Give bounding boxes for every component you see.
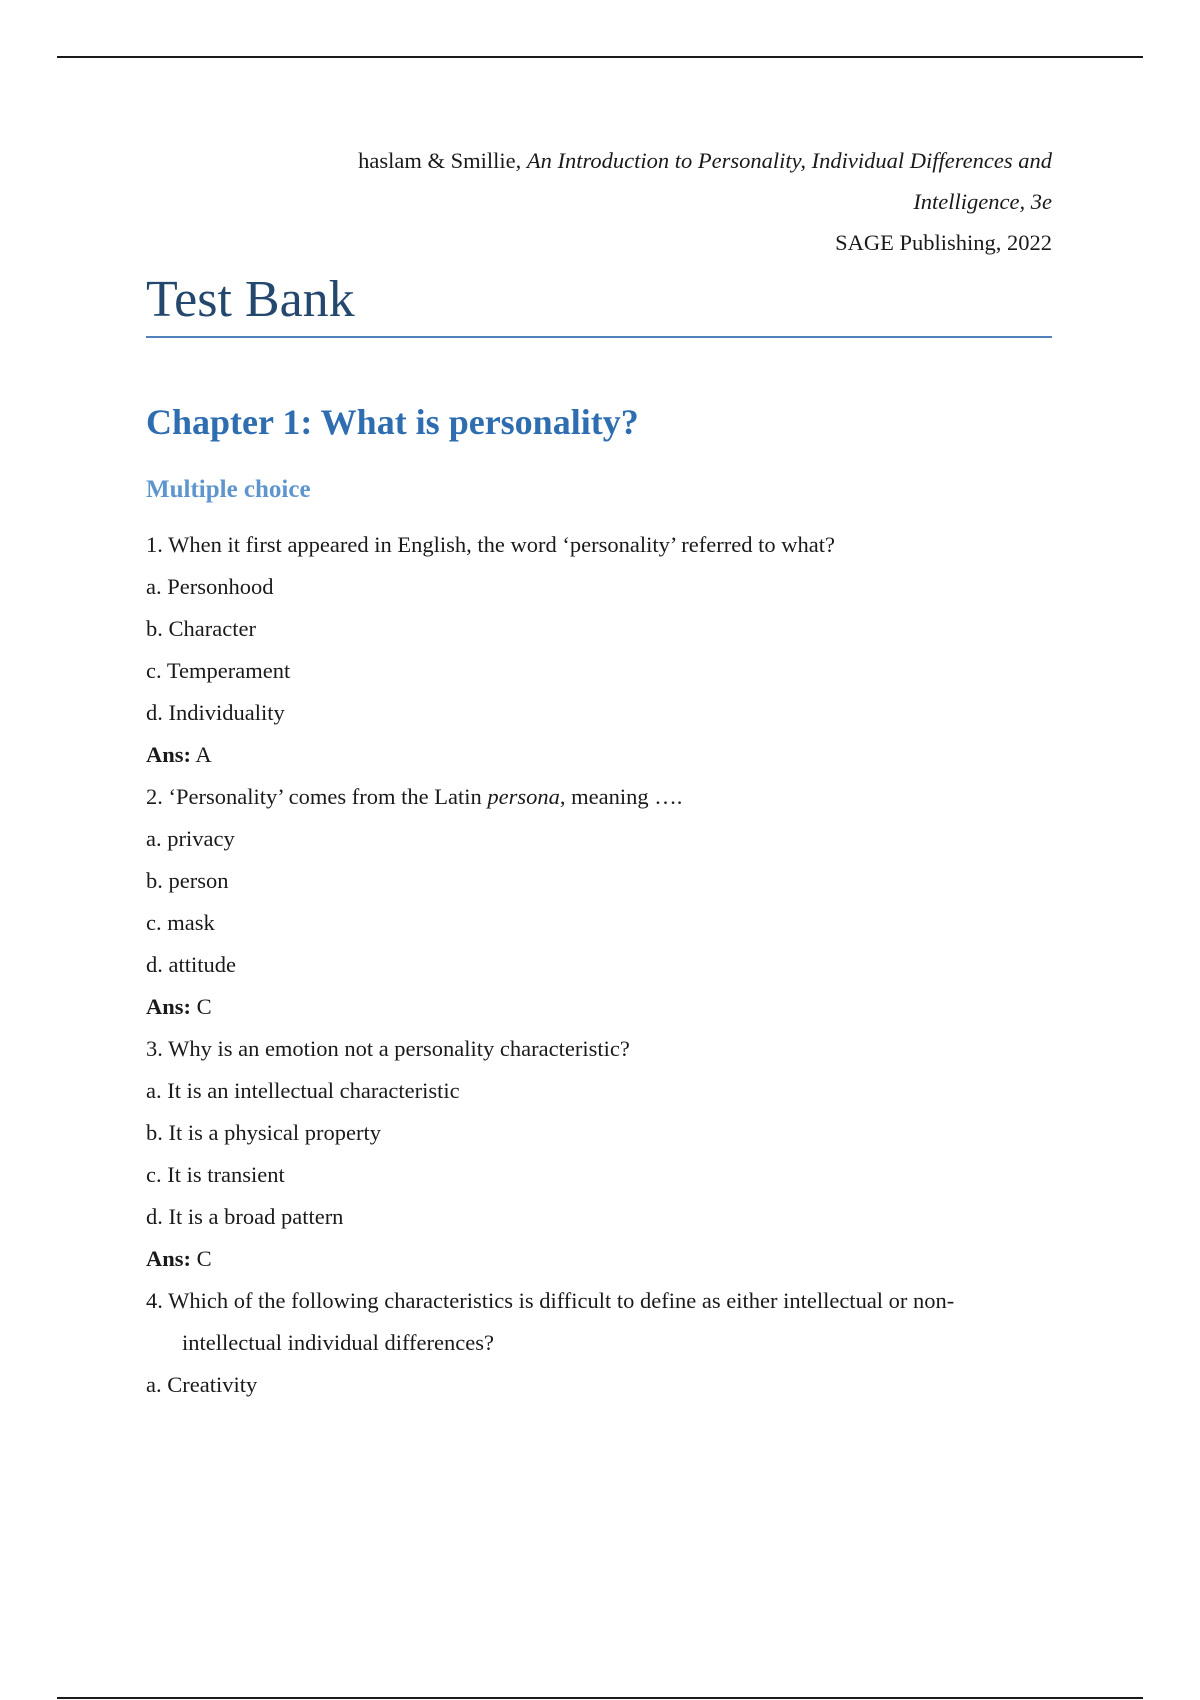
answer-option: b. person xyxy=(146,868,229,893)
question-list xyxy=(146,524,1026,1406)
question-stem: 1. When it first appeared in English, the word ‘personality’ referred to what? xyxy=(146,532,835,557)
answer-value: C xyxy=(191,1246,212,1271)
answer-option: a. It is an intellectual characteristic xyxy=(146,1078,460,1103)
answer-option: b. It is a physical property xyxy=(146,1120,381,1145)
answer-option: c. It is transient xyxy=(146,1162,285,1187)
header-book-title-line1: An Introduction to Personality, Individual Differences and xyxy=(526,148,1052,173)
question-stem: 4. Which of the following characteristics is difficult to define as either intellectual or non-intellectual individual differences? xyxy=(146,1288,955,1355)
section-heading: Multiple choice xyxy=(146,476,311,503)
answer-option: a. Personhood xyxy=(146,574,274,599)
question-stem: 2. ‘Personality’ comes from the Latin persona, meaning …. xyxy=(146,784,683,809)
running-header xyxy=(146,140,1052,263)
answer-key xyxy=(146,986,1026,1028)
answer-option: c. Temperament xyxy=(146,658,291,683)
top-rule xyxy=(57,56,1143,58)
bottom-rule xyxy=(57,1697,1143,1699)
answer-option: c. mask xyxy=(146,910,215,935)
question-stem: 3. Why is an emotion not a personality characteristic? xyxy=(146,1036,630,1061)
header-book-title-line2: Intelligence, 3e xyxy=(913,189,1052,214)
answer-label: Ans: xyxy=(146,1246,192,1271)
answer-value: C xyxy=(191,994,212,1019)
answer-key xyxy=(146,734,1026,776)
answer-option: a. privacy xyxy=(146,826,235,851)
answer-label: Ans: xyxy=(146,994,192,1019)
answer-label: Ans: xyxy=(146,742,192,767)
page-title: Test Bank xyxy=(146,268,1052,338)
chapter-heading: Chapter 1: What is personality? xyxy=(146,402,639,442)
answer-key xyxy=(146,1238,1026,1280)
header-authors: haslam & Smillie, xyxy=(358,148,527,173)
latin-term: persona xyxy=(487,784,560,809)
answer-option: a. Creativity xyxy=(146,1372,258,1397)
answer-option: d. Individuality xyxy=(146,700,285,725)
answer-option: d. attitude xyxy=(146,952,236,977)
header-publisher: SAGE Publishing, 2022 xyxy=(835,230,1052,255)
answer-option: b. Character xyxy=(146,616,256,641)
header-citation xyxy=(146,140,1052,181)
answer-value: A xyxy=(191,742,212,767)
answer-option: d. It is a broad pattern xyxy=(146,1204,344,1229)
